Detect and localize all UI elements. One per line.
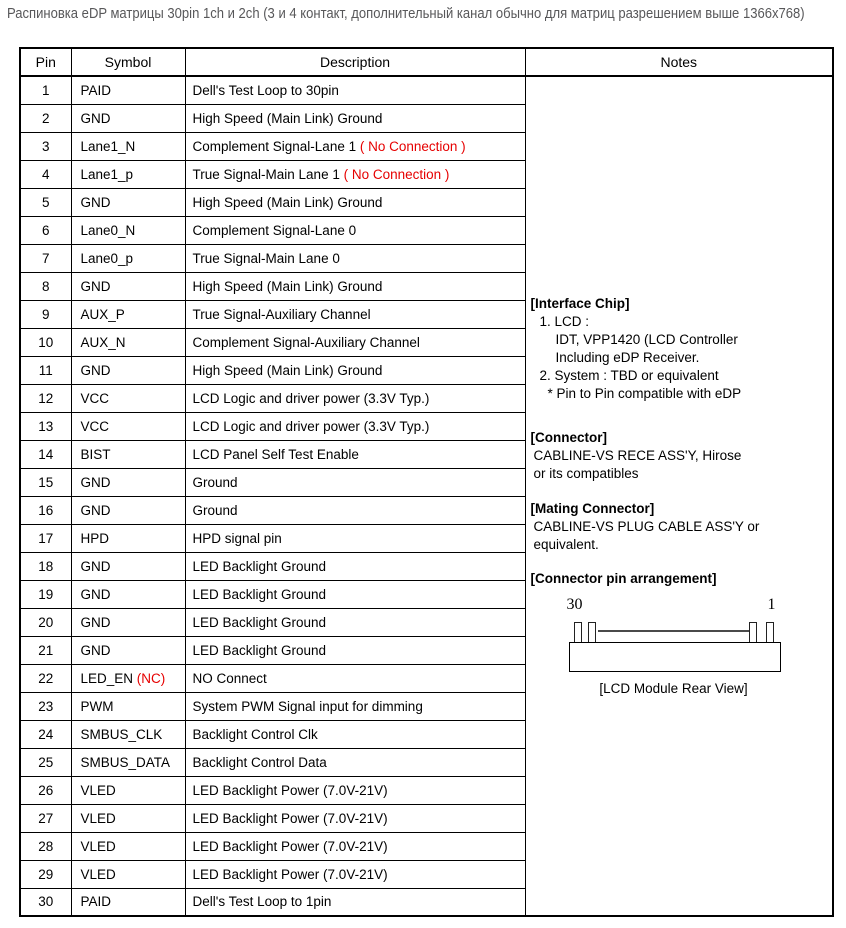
pinout-table — [19, 47, 834, 917]
description-text: Ground — [192, 474, 238, 490]
symbol-cell — [71, 328, 185, 356]
pin-cell: 15 — [20, 468, 71, 496]
note-section — [531, 570, 828, 588]
description-text: Dell's Test Loop to 1pin — [192, 894, 332, 910]
pin-cell: 2 — [20, 104, 71, 132]
description-text: LED Backlight Ground — [192, 614, 327, 630]
symbol-text: SMBUS_CLK — [80, 726, 163, 742]
pin-cell: 18 — [20, 552, 71, 580]
symbol-text: BIST — [80, 446, 111, 462]
description-text: Backlight Control Data — [192, 754, 327, 770]
symbol-cell — [71, 692, 185, 720]
note-section-title: [Mating Connector] — [530, 500, 655, 516]
pin-cell: 10 — [20, 328, 71, 356]
description-cell — [185, 300, 525, 328]
description-cell — [185, 692, 525, 720]
symbol-text: GND — [80, 614, 111, 630]
description-cell — [185, 216, 525, 244]
header-row — [20, 48, 833, 76]
symbol-cell — [71, 216, 185, 244]
page-title: Распиновка eDP матрицы 30pin 1ch и 2ch (3 и 4 контакт, дополнительный канал обычно для матриц разрешением выше 1366x768) — [7, 6, 805, 22]
description-cell — [185, 636, 525, 664]
note-section — [531, 295, 828, 403]
note-line: CABLINE-VS RECE ASS'Y, Hirose — [533, 447, 742, 463]
connector-body — [569, 642, 781, 672]
pin-cell: 29 — [20, 860, 71, 888]
pin-cell: 19 — [20, 580, 71, 608]
symbol-text: GND — [80, 586, 111, 602]
pin-cell: 22 — [20, 664, 71, 692]
symbol-text: GND — [80, 194, 111, 210]
pin-cell: 1 — [20, 76, 71, 104]
description-text: LED Backlight Power (7.0V-21V) — [192, 782, 388, 798]
description-cell — [185, 608, 525, 636]
description-text: HPD signal pin — [192, 530, 282, 546]
symbol-cell — [71, 272, 185, 300]
description-text: High Speed (Main Link) Ground — [192, 362, 383, 378]
description-text: True Signal-Auxiliary Channel — [192, 306, 371, 322]
symbol-cell — [71, 636, 185, 664]
pin-cell: 26 — [20, 776, 71, 804]
description-cell — [185, 468, 525, 496]
symbol-cell — [71, 580, 185, 608]
description-cell — [185, 356, 525, 384]
symbol-text: VCC — [80, 390, 110, 406]
symbol-cell — [71, 552, 185, 580]
symbol-red-note: (NC) — [136, 670, 166, 686]
symbol-text: LED_EN — [80, 670, 137, 686]
symbol-cell — [71, 104, 185, 132]
pin-cell: 6 — [20, 216, 71, 244]
note-section-title: [Connector pin arrangement] — [530, 570, 717, 586]
description-cell — [185, 832, 525, 860]
symbol-text: Lane0_N — [80, 222, 136, 238]
description-cell — [185, 496, 525, 524]
description-text: Complement Signal-Auxiliary Channel — [192, 334, 420, 350]
symbol-cell — [71, 356, 185, 384]
description-text: Backlight Control Clk — [192, 726, 318, 742]
symbol-text: GND — [80, 474, 111, 490]
symbol-text: GND — [80, 502, 111, 518]
symbol-text: GND — [80, 558, 111, 574]
description-cell — [185, 104, 525, 132]
pin-cell: 9 — [20, 300, 71, 328]
description-cell — [185, 440, 525, 468]
symbol-text: GND — [80, 110, 111, 126]
description-cell — [185, 776, 525, 804]
symbol-text: Lane0_p — [80, 250, 134, 266]
col-header-symbol: Symbol — [71, 48, 185, 76]
symbol-cell — [71, 524, 185, 552]
pin-cell: 28 — [20, 832, 71, 860]
description-text: High Speed (Main Link) Ground — [192, 110, 383, 126]
symbol-text: GND — [80, 642, 111, 658]
description-text: LED Backlight Power (7.0V-21V) — [192, 838, 388, 854]
symbol-cell — [71, 76, 185, 104]
symbol-text: Lane1_N — [80, 138, 136, 154]
connector-pin — [749, 622, 757, 643]
symbol-text: PWM — [80, 698, 114, 714]
note-section — [531, 429, 828, 483]
symbol-cell — [71, 608, 185, 636]
connector-pin — [766, 622, 774, 643]
description-cell — [185, 132, 525, 160]
pin-cell: 5 — [20, 188, 71, 216]
symbol-text: VLED — [80, 866, 116, 882]
pin-1-label: 1 — [767, 595, 776, 613]
col-header-description: Description — [185, 48, 525, 76]
pin-cell: 11 — [20, 356, 71, 384]
connector-pin-row-line — [598, 630, 749, 632]
symbol-text: VCC — [80, 418, 110, 434]
note-section — [531, 500, 828, 554]
pin-cell: 12 — [20, 384, 71, 412]
description-text: NO Connect — [192, 670, 267, 686]
symbol-cell — [71, 720, 185, 748]
symbol-text: VLED — [80, 810, 116, 826]
description-cell — [185, 860, 525, 888]
connector-pin — [574, 622, 582, 643]
symbol-text: VLED — [80, 782, 116, 798]
connector-pin — [588, 622, 596, 643]
note-line: equivalent. — [533, 536, 599, 552]
connector-diagram — [531, 595, 828, 700]
description-text: Complement Signal-Lane 0 — [192, 222, 357, 238]
note-line: 1. LCD : — [539, 313, 590, 329]
description-text: LED Backlight Ground — [192, 642, 327, 658]
col-header-notes: Notes — [525, 48, 833, 76]
description-text: LED Backlight Power (7.0V-21V) — [192, 810, 388, 826]
symbol-text: PAID — [80, 894, 112, 910]
description-text: High Speed (Main Link) Ground — [192, 194, 383, 210]
symbol-text: AUX_N — [80, 334, 126, 350]
note-line: Including eDP Receiver. — [555, 349, 700, 365]
symbol-cell — [71, 244, 185, 272]
pin-cell: 30 — [20, 888, 71, 916]
description-text: LCD Logic and driver power (3.3V Typ.) — [192, 418, 430, 434]
symbol-cell — [71, 412, 185, 440]
note-line: or its compatibles — [533, 465, 639, 481]
description-text: True Signal-Main Lane 0 — [192, 250, 340, 266]
pin-cell: 13 — [20, 412, 71, 440]
notes-content — [531, 295, 828, 700]
symbol-cell — [71, 384, 185, 412]
note-line: * Pin to Pin compatible with eDP — [547, 385, 742, 401]
description-cell — [185, 76, 525, 104]
symbol-text: SMBUS_DATA — [80, 754, 171, 770]
description-cell — [185, 412, 525, 440]
description-text: Ground — [192, 502, 238, 518]
symbol-cell — [71, 300, 185, 328]
pin-cell: 17 — [20, 524, 71, 552]
table-row — [20, 76, 833, 104]
description-text: LED Backlight Power (7.0V-21V) — [192, 866, 388, 882]
pin-cell: 8 — [20, 272, 71, 300]
symbol-cell — [71, 776, 185, 804]
pin-cell: 20 — [20, 608, 71, 636]
symbol-cell — [71, 804, 185, 832]
note-line: IDT, VPP1420 (LCD Controller — [555, 331, 738, 347]
pin-cell: 14 — [20, 440, 71, 468]
symbol-text: AUX_P — [80, 306, 125, 322]
pinout-table-body — [20, 76, 833, 916]
description-cell — [185, 160, 525, 188]
symbol-cell — [71, 188, 185, 216]
symbol-cell — [71, 132, 185, 160]
notes-cell — [525, 76, 833, 916]
description-cell — [185, 552, 525, 580]
symbol-text: PAID — [80, 82, 112, 98]
symbol-cell — [71, 832, 185, 860]
description-text: LCD Panel Self Test Enable — [192, 446, 359, 462]
description-text: Dell's Test Loop to 30pin — [192, 82, 339, 98]
description-text: LCD Logic and driver power (3.3V Typ.) — [192, 390, 430, 406]
pin-cell: 25 — [20, 748, 71, 776]
symbol-text: GND — [80, 362, 111, 378]
pin-cell: 24 — [20, 720, 71, 748]
note-section-title: [Interface Chip] — [530, 295, 630, 311]
pin-cell: 23 — [20, 692, 71, 720]
description-text: True Signal-Main Lane 1 — [192, 166, 344, 182]
pin-cell: 3 — [20, 132, 71, 160]
diagram-caption: [LCD Module Rear View] — [599, 680, 748, 696]
description-cell — [185, 188, 525, 216]
symbol-cell — [71, 888, 185, 916]
note-section-title: [Connector] — [530, 429, 607, 445]
pin-30-label: 30 — [566, 595, 583, 613]
description-red-note: ( No Connection ) — [343, 166, 450, 182]
description-cell — [185, 720, 525, 748]
description-cell — [185, 804, 525, 832]
description-cell — [185, 328, 525, 356]
description-cell — [185, 272, 525, 300]
pin-cell: 7 — [20, 244, 71, 272]
note-line: 2. System : TBD or equivalent — [539, 367, 719, 383]
description-cell — [185, 580, 525, 608]
description-cell — [185, 664, 525, 692]
description-cell — [185, 888, 525, 916]
pin-cell: 16 — [20, 496, 71, 524]
pin-cell: 21 — [20, 636, 71, 664]
description-cell — [185, 524, 525, 552]
symbol-cell — [71, 160, 185, 188]
description-text: LED Backlight Ground — [192, 586, 327, 602]
symbol-cell — [71, 664, 185, 692]
description-text: LED Backlight Ground — [192, 558, 327, 574]
pin-cell: 4 — [20, 160, 71, 188]
description-cell — [185, 384, 525, 412]
symbol-text: HPD — [80, 530, 110, 546]
symbol-text: GND — [80, 278, 111, 294]
description-cell — [185, 748, 525, 776]
description-text: System PWM Signal input for dimming — [192, 698, 423, 714]
symbol-cell — [71, 748, 185, 776]
pin-cell: 27 — [20, 804, 71, 832]
symbol-text: VLED — [80, 838, 116, 854]
symbol-text: Lane1_p — [80, 166, 134, 182]
symbol-cell — [71, 468, 185, 496]
description-text: High Speed (Main Link) Ground — [192, 278, 383, 294]
symbol-cell — [71, 440, 185, 468]
description-red-note: ( No Connection ) — [359, 138, 466, 154]
note-line: CABLINE-VS PLUG CABLE ASS'Y or — [533, 518, 760, 534]
description-cell — [185, 244, 525, 272]
description-text: Complement Signal-Lane 1 — [192, 138, 360, 154]
col-header-pin: Pin — [20, 48, 71, 76]
symbol-cell — [71, 496, 185, 524]
symbol-cell — [71, 860, 185, 888]
